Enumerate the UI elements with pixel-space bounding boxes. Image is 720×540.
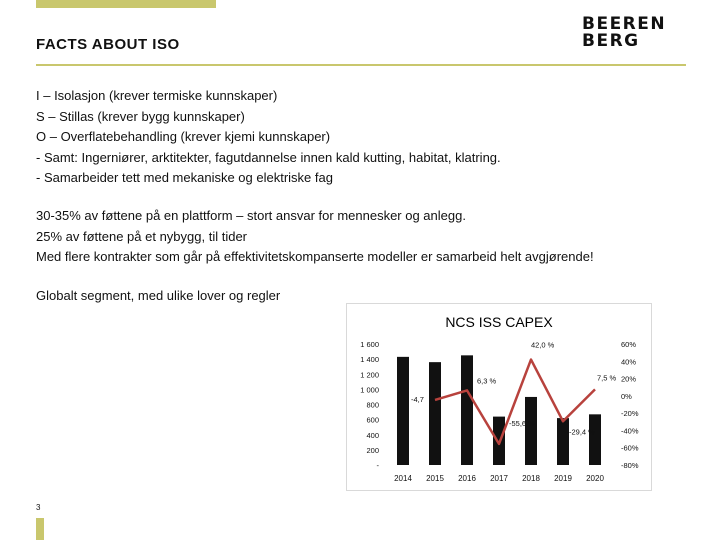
facts-line: Med flere kontrakter som går på effektivitetskompanserte modeller er samarbeid helt avgjørende! — [36, 249, 594, 264]
y-axis-tick-label: 600 — [366, 415, 379, 425]
y-axis-tick-label: 1 400 — [360, 355, 379, 365]
y-axis-tick-label: 200 — [366, 445, 379, 455]
facts-list — [36, 206, 594, 268]
logo-line-2: BERG — [582, 31, 640, 51]
y2-axis-tick-label: 20% — [621, 374, 637, 384]
y-axis-tick-label: 1 600 — [360, 340, 379, 349]
y2-axis-tick-label: 60% — [621, 340, 637, 349]
growth-data-label: -4,7 — [411, 394, 424, 404]
facts-line: 25% av føttene på et nybygg, til tider — [36, 228, 248, 244]
global-segment-text: Globalt segment, med ulike lover og regler — [36, 288, 281, 303]
x-axis-tick-label: 2020 — [586, 474, 604, 483]
page-title: FACTS ABOUT ISO — [36, 36, 180, 53]
growth-data-label: 42,0 % — [531, 340, 555, 350]
capex-chart-frame — [346, 303, 652, 491]
y-axis-tick-label: 1 000 — [360, 385, 379, 395]
bar-2016 — [461, 355, 473, 465]
x-axis-tick-label: 2014 — [394, 474, 412, 483]
y-axis-tick-label: - — [376, 461, 379, 470]
chart-title: NCS ISS CAPEX — [445, 314, 553, 330]
logo-line-1: BEEREN — [582, 14, 667, 34]
y2-axis-tick-label: -80% — [621, 461, 639, 470]
intro-list — [36, 86, 501, 189]
y2-axis-tick-label: 40% — [621, 357, 637, 367]
company-logo — [582, 16, 688, 52]
bar-2019 — [557, 418, 569, 465]
x-axis-tick-label: 2019 — [554, 474, 572, 483]
intro-line: O – Overflatebehandling (krever kjemi kunnskaper) — [36, 129, 331, 144]
growth-data-label: 7,5 % — [597, 373, 617, 383]
title-divider — [36, 64, 686, 66]
growth-data-label: -55,6 % — [509, 418, 535, 428]
y2-axis-tick-label: -40% — [621, 426, 639, 436]
bar-2020 — [589, 414, 601, 465]
y-axis-tick-label: 400 — [366, 430, 379, 440]
growth-data-label: -29,4 % — [569, 427, 595, 437]
intro-line: - Samarbeider tett med mekaniske og elektriske fag — [36, 170, 333, 185]
intro-line: S – Stillas (krever bygg kunnskaper) — [36, 108, 245, 124]
growth-data-label: 6,3 % — [477, 376, 497, 386]
x-axis-tick-label: 2015 — [426, 474, 444, 483]
capex-chart — [347, 304, 651, 490]
facts-line: 30-35% av føttene på en plattform – stort ansvar for mennesker og anlegg. — [36, 208, 466, 223]
x-axis-tick-label: 2017 — [490, 474, 508, 483]
bottom-accent-bar — [36, 518, 44, 540]
intro-line: I – Isolasjon (krever termiske kunnskaper) — [36, 88, 278, 103]
x-axis-tick-label: 2018 — [522, 474, 540, 483]
y2-axis-tick-label: -20% — [621, 409, 639, 419]
intro-line: - Samt: Ingerniører, arktitekter, fagutdannelse innen kald kutting, habitat, klatring. — [36, 149, 501, 165]
bar-2015 — [429, 362, 441, 465]
y-axis-tick-label: 1 200 — [360, 370, 379, 380]
y-axis-tick-label: 800 — [366, 400, 379, 410]
top-accent-bar — [36, 0, 216, 8]
x-axis-tick-label: 2016 — [458, 474, 476, 483]
slide-number: 3 — [36, 503, 41, 512]
y2-axis-tick-label: 0% — [621, 391, 632, 401]
bar-2018 — [525, 397, 537, 465]
y2-axis-tick-label: -60% — [621, 443, 639, 453]
bar-2014 — [397, 357, 409, 465]
